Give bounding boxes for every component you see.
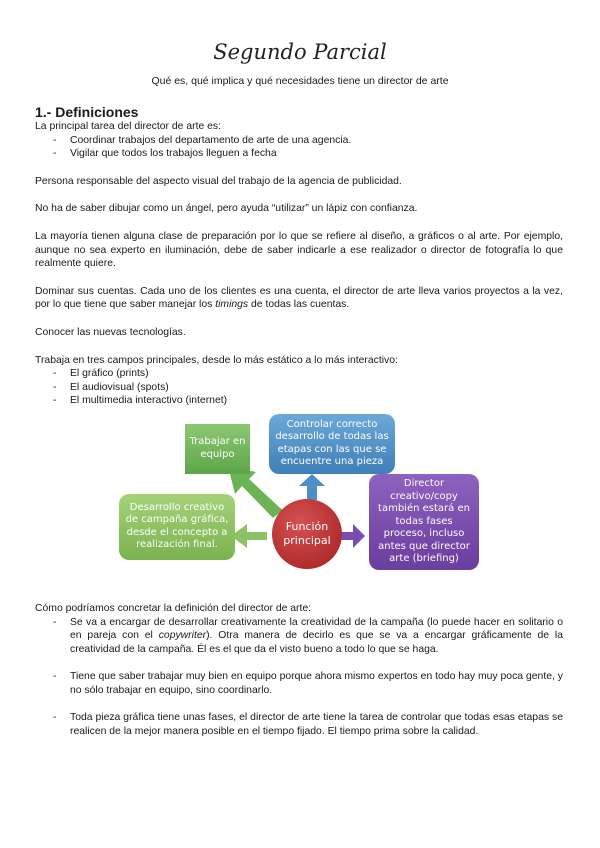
function-diagram bbox=[35, 414, 563, 596]
fields-list bbox=[35, 367, 563, 408]
list-item: - Toda pieza gráfica tiene unas fases, el director de arte tiene la tarea de controlar que todas esas etapas se realicen de la mejor manera posible en el tiempo fijado. El tiempo prima sobre la calidad. bbox=[35, 711, 563, 738]
tasks-intro: La principal tarea del director de arte es: bbox=[35, 121, 221, 132]
concretar-list bbox=[35, 616, 563, 739]
list-item: - El audiovisual (spots) bbox=[35, 381, 563, 395]
paragraph-draw: No ha de saber dibujar como un ángel, pero ayuda “utilizar” un lápiz con confianza. bbox=[35, 203, 418, 215]
paragraph-preparation: La mayoría tienen alguna clase de preparación por lo que se refiere al diseño, a gráficos o al arte. Por ejemplo, aunque no sea experto en iluminación, debe de saber indicarle a ese realizador o director de fotografía lo que realmente quiere. bbox=[35, 230, 563, 270]
timings-term: timings bbox=[215, 299, 249, 311]
list-item: - El multimedia interactivo (internet) bbox=[35, 394, 563, 408]
list-item: - El gráfico (prints) bbox=[35, 367, 563, 381]
item-text: Se va a encargar de desarrollar creativamente la creatividad de la campaña (lo puede hacer en solitario o en pareja con el bbox=[70, 616, 563, 642]
document-body bbox=[35, 104, 563, 739]
arrow-top-right bbox=[299, 474, 325, 500]
accounts-text: Dominar sus cuentas. Cada uno de los clientes es una cuenta, el director de arte lleva varios proyectos a la vez, por lo que tiene que saber manejar los bbox=[35, 285, 563, 311]
paragraph-accounts bbox=[35, 285, 563, 312]
document-subtitle: Qué es, qué implica y qué necesidades tiene un director de arte bbox=[151, 75, 449, 87]
node-creative-director: Director creativo/copy también estará en todas fases proceso, incluso antes que director arte (briefing) bbox=[369, 474, 479, 570]
list-item: - Vigilar que todos los trabajos lleguen a fecha bbox=[35, 147, 563, 161]
arrow-left bbox=[231, 524, 267, 548]
list-spacer bbox=[35, 697, 563, 711]
copywriter-term: copywriter bbox=[158, 630, 207, 642]
item-text-end: ). Otra manera de decirlo es que se va a encargar gráficamente de la creatividad de la campaña. Él es el que da el visto bueno a todo lo que se haga. bbox=[70, 630, 563, 655]
section-heading: 1.- Definiciones bbox=[35, 104, 139, 120]
concretar-intro: Cómo podríamos concretar la definición del director de arte: bbox=[35, 602, 312, 614]
paragraph-technologies: Conocer las nuevas tecnologías. bbox=[35, 326, 186, 338]
node-teamwork: Trabajar en equipo bbox=[185, 424, 250, 474]
document-title: Segundo Parcial bbox=[213, 40, 387, 64]
list-item bbox=[35, 616, 563, 657]
tasks-list bbox=[35, 134, 563, 161]
paragraph-fields: Trabaja en tres campos principales, desde lo más estático a lo más interactivo: bbox=[35, 354, 398, 366]
list-spacer bbox=[35, 656, 563, 670]
accounts-text-end: de todas las cuentas. bbox=[248, 299, 350, 311]
node-control-stages: Controlar correcto desarrollo de todas las etapas con las que se encuentre una pieza bbox=[269, 414, 395, 474]
paragraph-responsible: Persona responsable del aspecto visual del trabajo de la agencia de publicidad. bbox=[35, 175, 402, 187]
node-main-function: Función principal bbox=[272, 499, 342, 569]
node-creative-development: Desarrollo creativo de campaña gráfica, desde el concepto a realización final. bbox=[119, 494, 235, 560]
list-item: - Tiene que saber trabajar muy bien en equipo porque ahora mismo expertos en todo hay muy poca gente, y no sólo trabajar en equipo, sino coordinarlo. bbox=[35, 670, 563, 697]
list-item: - Coordinar trabajos del departamento de arte de una agencia. bbox=[35, 134, 563, 148]
arrow-right bbox=[339, 524, 365, 548]
